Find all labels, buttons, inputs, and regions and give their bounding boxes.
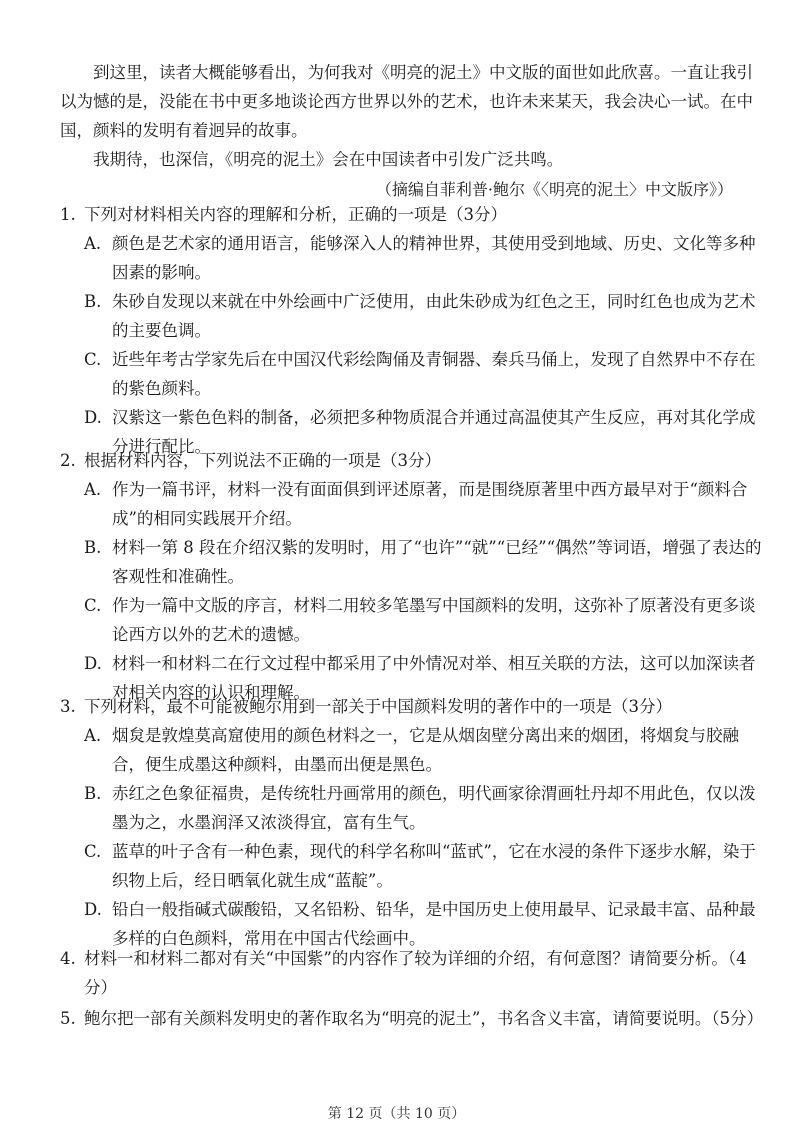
option-letter: A. <box>84 726 102 745</box>
question-number: 5. <box>60 1009 76 1028</box>
question-stem: 根据材料内容，下列说法不正确的一项是（3分） <box>84 451 441 470</box>
option-text: 铅白一般指碱式碳酸铅，又名铅粉、铅华，是中国历史上使用最早、记录最丰富、品种最多样的白色颜料，常用在中国古代绘画中。 <box>112 900 756 948</box>
question-5 <box>60 1004 765 1033</box>
option-b <box>84 287 765 345</box>
option-text: 朱砂自发现以来就在中外绘画中广泛使用，由此朱砂成为红色之王，同时红色也成为艺术的主要色调。 <box>112 292 756 340</box>
option-c <box>84 837 765 895</box>
option-letter: A. <box>84 480 102 499</box>
question-1 <box>60 200 765 461</box>
option-c <box>84 345 765 403</box>
option-b <box>84 533 765 591</box>
question-number: 1. <box>60 205 76 224</box>
question-3 <box>60 692 765 953</box>
intro-paragraph-2: 我期待，也深信，《明亮的泥土》会在中国读者中引发广泛共鸣。 <box>93 150 564 169</box>
question-number: 3. <box>60 697 76 716</box>
question-number: 4. <box>60 949 76 968</box>
option-letter: B. <box>84 538 102 557</box>
question-2 <box>60 446 765 707</box>
option-c <box>84 591 765 649</box>
option-text: 材料一和材料二在行文过程中都采用了中外情况对举、相互关联的方法，这可以加深读者对相关内容的认识和理解。 <box>112 654 756 702</box>
option-letter: B. <box>84 292 102 311</box>
question-stem: 鲍尔把一部有关颜料发明史的著作取名为“明亮的泥土”，书名含义丰富，请简要说明。（5分） <box>84 1009 764 1028</box>
option-a <box>84 721 765 779</box>
option-text: 近些年考古学家先后在中国汉代彩绘陶俑及青铜器、秦兵马俑上，发现了自然界中不存在的紫色颜料。 <box>112 350 756 398</box>
option-letter: C. <box>84 842 102 861</box>
option-letter: D. <box>84 408 102 427</box>
intro-paragraph-1: 到这里，读者大概能够看出，为何我对《明亮的泥土》中文版的面世如此欣喜。一直让我引以为憾的是，没能在书中更多地谈论西方世界以外的艺术，也许未来某天，我会决心一试。在中国，颜料的发明有着迥异的故事。 <box>60 63 753 140</box>
option-letter: C. <box>84 350 102 369</box>
option-letter: B. <box>84 784 102 803</box>
option-letter: C. <box>84 596 102 615</box>
option-text: 蓝草的叶子含有一种色素，现代的科学名称叫“蓝甙”，它在水浸的条件下逐步水解，染于织物上后，经日晒氧化就生成“蓝靛”。 <box>112 842 756 890</box>
option-letter: A. <box>84 234 102 253</box>
intro-passage <box>60 58 760 174</box>
option-text: 颜色是艺术家的通用语言，能够深入人的精神世界，其使用受到地域、历史、文化等多种因素的影响。 <box>112 234 756 282</box>
question-number: 2. <box>60 451 76 470</box>
question-4 <box>60 944 765 1002</box>
option-b <box>84 779 765 837</box>
page-footer: 第 12 页（共 10 页） <box>327 1106 466 1122</box>
option-text: 汉紫这一紫色色料的制备，必须把多种物质混合并通过高温使其产生反应，再对其化学成分进行配比。 <box>112 408 756 456</box>
option-letter: D. <box>84 900 102 919</box>
option-a <box>84 229 765 287</box>
option-text: 作为一篇中文版的序言，材料二用较多笔墨写中国颜料的发明，这弥补了原著没有更多谈论西方以外的艺术的遗憾。 <box>112 596 756 644</box>
question-stem: 材料一和材料二都对有关“中国紫”的内容作了较为详细的介绍，有何意图？请简要分析。（4分） <box>84 949 747 997</box>
option-text: 材料一第 8 段在介绍汉紫的发明时，用了“也许”“就”“已经”“偶然”等词语，增强了表达的客观性和准确性。 <box>112 538 762 586</box>
option-text: 赤红之色象征福贵，是传统牡丹画常用的颜色，明代画家徐渭画牡丹却不用此色，仅以泼墨为之，水墨润泽又浓淡得宜，富有生气。 <box>112 784 756 832</box>
question-stem: 下列材料，最不可能被鲍尔用到一部关于中国颜料发明的著作中的一项是（3分） <box>84 697 672 716</box>
option-a <box>84 475 765 533</box>
option-letter: D. <box>84 654 102 673</box>
question-stem: 下列对材料相关内容的理解和分析，正确的一项是（3分） <box>84 205 507 224</box>
source-citation: （摘编自菲利普·鲍尔《〈明亮的泥土〉中文版序》） <box>375 180 733 199</box>
option-text: 作为一篇书评，材料一没有面面俱到评述原著，而是围绕原著里中西方最早对于“颜料合成”的相同实践展开介绍。 <box>112 480 748 528</box>
option-text: 烟炱是敦煌莫高窟使用的颜色材料之一，它是从烟囱壁分离出来的烟团，将烟炱与胶融合，便生成墨这种颜料，由墨而出便是黑色。 <box>112 726 739 774</box>
